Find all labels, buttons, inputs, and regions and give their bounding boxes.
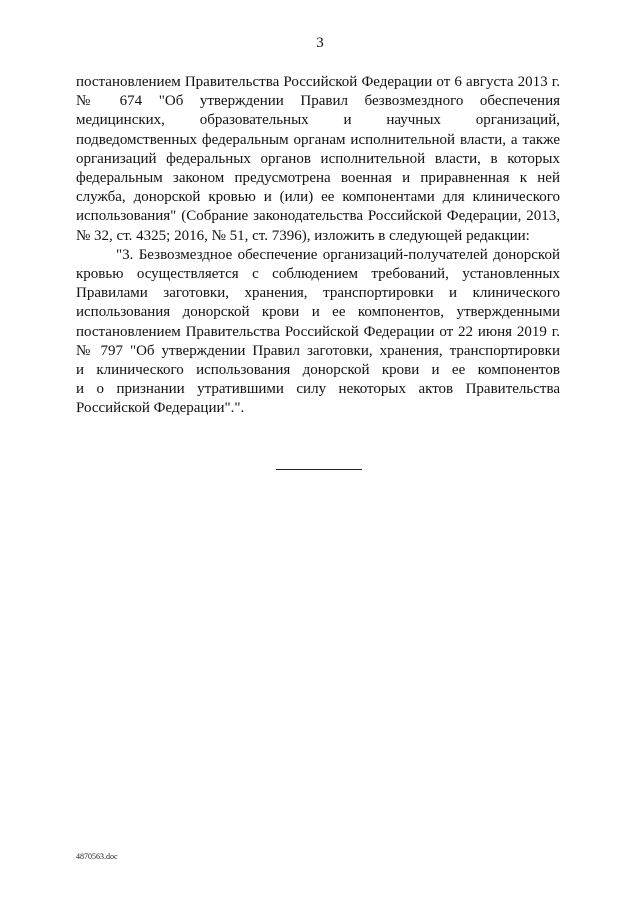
text-line: федеральным законом предусмотрена военная и приравненная к ней (76, 170, 560, 187)
text-line: № 797 "Об утверждении Правил заготовки, хранения, транспортировки (76, 342, 560, 359)
text-line: медицинских, образовательных и научных организаций, (76, 112, 560, 129)
text-line: кровью осуществляется с соблюдением требований, установленных (76, 266, 560, 283)
text-line: № 674 "Об утверждении Правил безвозмездного обеспечения (76, 93, 560, 110)
text-line: "3. Безвозмездное обеспечение организаций-получателей донорской (116, 246, 560, 263)
paragraph-new-wording (76, 246, 560, 419)
text-line: постановлением Правительства Российской Федерации от 6 августа 2013 г. (76, 74, 560, 90)
text-line: служба, донорской кровью и (или) ее компонентами для клинического (76, 189, 560, 206)
document-body (76, 73, 560, 419)
paragraph-amendment-reference (76, 73, 560, 246)
text-line: использования" (Собрание законодательства Российской Федерации, 2013, (76, 208, 560, 225)
text-line: организаций федеральных органов исполнительной власти, в которых (76, 150, 560, 167)
text-line: и о признании утратившими силу некоторых актов Правительства (76, 381, 560, 398)
text-line: и клинического использования донорской крови и ее компонентов (76, 362, 560, 379)
page-number: 3 (316, 35, 324, 51)
text-line: использования донорской крови и ее компонентов, утвержденными (76, 304, 560, 321)
text-line: подведомственных федеральным органам исполнительной власти, а также (76, 131, 560, 148)
text-line: постановлением Правительства Российской Федерации от 22 июня 2019 г. (76, 323, 560, 340)
text-line: Правилами заготовки, хранения, транспортировки и клинического (76, 285, 560, 302)
separator-line (276, 469, 362, 470)
text-line: Российской Федерации".". (76, 400, 245, 417)
document-file-id: 4870563.doc (76, 852, 118, 861)
text-line: № 32, ст. 4325; 2016, № 51, ст. 7396), изложить в следующей редакции: (76, 227, 530, 244)
